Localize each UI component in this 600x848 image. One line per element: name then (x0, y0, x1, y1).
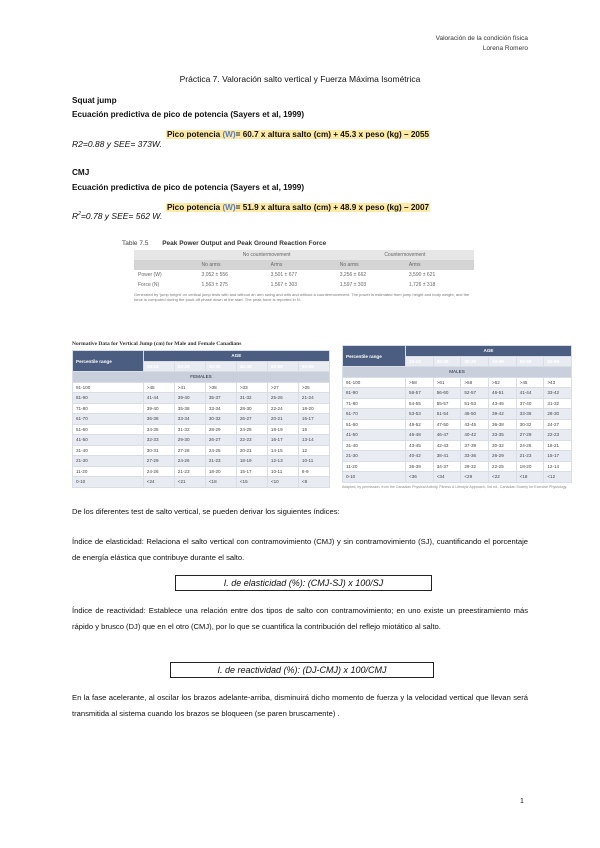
table-7-5: No countermovement Countermovement No arms Arms No arms Arms Power (W) 3,052 ± 556 3,501 ± 677 3,256 ± 662 3,590 ± 621 Force (N) 1,563 ± 275 1,567 ± 303 1,597 ± 303 1,726 ± 318 (134, 250, 474, 290)
table-cell: 13-14 (298, 435, 329, 446)
table-row (343, 388, 572, 399)
table-cell: 43-45 (406, 440, 434, 451)
table-cell: 21-30 (343, 451, 406, 462)
table-7-5-title: Peak Power Output and Peak Ground Reaction Force (162, 240, 327, 247)
table-row (343, 472, 572, 483)
table-cell: 30-32 (205, 414, 236, 425)
table-cell: >61 (433, 377, 461, 388)
table-row (343, 409, 572, 420)
table-cell: 33-35 (489, 430, 517, 441)
table-cell: 21-24 (298, 393, 329, 404)
table-cell: 25-26 (267, 393, 298, 404)
elasticity-formula: I. de elasticidad (%): (CMJ-SJ) x 100/SJ (175, 575, 432, 591)
table-cell: 56-60 (433, 388, 461, 399)
table-cell: 26-29 (489, 451, 517, 462)
table-cell: 21-23 (205, 456, 236, 467)
table-cell: 21-23 (516, 451, 544, 462)
table-cell: <22 (489, 472, 517, 483)
table-cell: 33-34 (174, 414, 205, 425)
table-cell: 31-32 (174, 424, 205, 435)
header-line-1: Valoración de la condición física (435, 35, 528, 42)
normative-table-females: Percentile range AGE 15-19 20-29 30-39 40-49 50-59 60-69 FEMALES 91-100 >45 >41 >38 >33 >27 >25 81-90 41-44 39-40 35-37 31-32 25-26 21-24 71-80 39-40 35-38 33-34 28-30 22-24 18-20 61-70 36-38 33-34 30-32 26-27 20-21 16-17 51-60 34-35 31-32 28-29 24-25 18-19 15 41-50 32-33 29-30 26-27 22-23 16-17 13-14 31-40 30-31 27-28 24-25 20-21 14-15 12 21-30 27-29 24-26 21-23 18-19 12-13 10-11 11-20 24-26 21-23 18-20 15-17 10-11 8-9 0-10 <24 <21 <18 <15 <10 <8 (72, 350, 330, 488)
table-cell: 31-40 (73, 445, 144, 456)
page-number: 1 (520, 798, 524, 805)
table-row (343, 451, 572, 462)
table-cell: 16-17 (298, 414, 329, 425)
table-cell: 31-32 (236, 393, 267, 404)
table-cell: 37-40 (516, 398, 544, 409)
squat-stats: R2=0.88 y SEE= 373W. (72, 139, 162, 149)
table-row (73, 466, 330, 477)
table-cell: >41 (174, 382, 205, 393)
cmj-stats: $R^2=0.78$ y SEE= 562 W. (72, 211, 163, 221)
table-cell: 20-21 (267, 414, 298, 425)
squat-formula: Pico potencia (W)= 60.7 x altura salto (cm) + 45.3 x peso (kg) – 2055 (166, 130, 430, 139)
squat-heading: Squat jump (72, 96, 117, 105)
table-cell: 24-26 (174, 456, 205, 467)
normative-table-males: Percentile range AGE 15-19 20-29 30-39 40-49 50-59 60-69 MALES 91-100 >58 >61 >58 >52 >45 >43 81-90 56-57 56-60 52-57 46-51 41-44 33-42 71-80 54-55 55-57 51-53 43-45 37-40 31-32 61-70 53-53 51-54 46-50 39-42 33-36 28-30 51-60 49-52 47-50 43-45 36-38 30-32 24-27 41-50 46-48 46-47 40-42 33-35 27-29 22-23 31-40 43-45 42-43 37-39 30-32 24-26 18-21 21-30 40-42 38-41 33-36 26-29 21-23 15-17 11-20 36-39 34-37 29-32 22-25 18-20 12-14 0-10 <36 <34 <29 <22 <18 <12 (342, 345, 572, 483)
table-cell: 18-21 (544, 440, 572, 451)
table-cell: <29 (461, 472, 489, 483)
table-cell: 36-38 (489, 419, 517, 430)
table-cell: 21-23 (174, 466, 205, 477)
table-row (343, 398, 572, 409)
table-cell: 52-57 (461, 388, 489, 399)
page-title: Práctica 7. Valoración salto vertical y Fuerza Máxima Isométrica (179, 74, 421, 84)
table-cell: 53-53 (406, 409, 434, 420)
table-cell: 22-24 (267, 403, 298, 414)
table-cell: 36-39 (406, 461, 434, 472)
table-cell: 30-32 (489, 440, 517, 451)
table-cell: 56-57 (406, 388, 434, 399)
table-row (343, 461, 572, 472)
closing-paragraph: En la fase acelerante, al oscilar los brazos adelante-arriba, disminuirá dicho momento de fuerza y la velocidad vertical que llevan será transmitida al sistema cuando los brazos se bloqueen (se paren bruscamente) . (72, 693, 528, 718)
table-cell: 40-42 (406, 451, 434, 462)
normative-table-females-image (72, 341, 330, 488)
table-cell: <12 (544, 472, 572, 483)
squat-eq-label: Ecuación predictiva de pico de potencia (Sayers et al, 1999) (72, 110, 305, 119)
running-header (436, 34, 528, 54)
table-cell: 39-42 (489, 409, 517, 420)
table-cell: >27 (267, 382, 298, 393)
table-cell: >38 (205, 382, 236, 393)
table-cell: 22-23 (236, 435, 267, 446)
table-cell: 15-17 (544, 451, 572, 462)
table-cell: 51-60 (73, 424, 144, 435)
table-cell: 34-37 (433, 461, 461, 472)
table-cell: 12-14 (544, 461, 572, 472)
table-cell: 46-50 (461, 409, 489, 420)
table-cell: 46-47 (433, 430, 461, 441)
table-cell: >45 (143, 382, 174, 393)
table-cell: 61-70 (73, 414, 144, 425)
table-cell: 0-10 (73, 477, 144, 488)
table-cell: 28-30 (236, 403, 267, 414)
table-cell: 33-36 (461, 451, 489, 462)
table-cell: 55-57 (433, 398, 461, 409)
table-cell: 71-80 (343, 398, 406, 409)
table-cell: 11-20 (343, 461, 406, 472)
table-cell: 8-9 (298, 466, 329, 477)
table-cell: >58 (406, 377, 434, 388)
table-7-5-image (122, 240, 484, 332)
table-cell: <34 (433, 472, 461, 483)
table-cell: <21 (174, 477, 205, 488)
normative-table-title: Normative Data for Vertical Jump (cm) for Male and Female Canadians (72, 341, 242, 347)
table-cell: <8 (298, 477, 329, 488)
table-cell: 18-20 (516, 461, 544, 472)
table-row (73, 382, 330, 393)
table-row (343, 419, 572, 430)
table-row (73, 414, 330, 425)
table-cell: 16-17 (267, 435, 298, 446)
table-cell: 18-20 (205, 466, 236, 477)
table-cell: 24-25 (236, 424, 267, 435)
table-cell: 29-30 (174, 435, 205, 446)
table-cell: 81-90 (73, 393, 144, 404)
table-cell: <18 (205, 477, 236, 488)
table-cell: >43 (544, 377, 572, 388)
table-cell: 14-15 (267, 445, 298, 456)
table-7-5-label: Table 7.5 (122, 240, 149, 247)
table-cell: 27-29 (516, 430, 544, 441)
table-cell: 37-39 (461, 440, 489, 451)
table-cell: 49-52 (406, 419, 434, 430)
table-cell: 28-29 (205, 424, 236, 435)
table-cell: 27-29 (143, 456, 174, 467)
table-cell: 42-43 (433, 440, 461, 451)
table-cell: 24-27 (544, 419, 572, 430)
table-row: Power (W) 3,052 ± 556 3,501 ± 677 3,256 ± 662 3,590 ± 621 (138, 272, 436, 278)
elasticity-paragraph: Índice de elasticidad: Relaciona el salto vertical con contramovimiento (CMJ) y sin contramovimiento (SJ), cuantificando el porcentaje de energía elástica que contribuye durante el salto. (72, 537, 528, 562)
table-row (73, 477, 330, 488)
table-cell: 20-21 (236, 445, 267, 456)
table-cell: 41-44 (516, 388, 544, 399)
table-cell: 28-30 (544, 409, 572, 420)
table-cell: 41-50 (343, 430, 406, 441)
table-cell: 27-28 (174, 445, 205, 456)
table-row (343, 377, 572, 388)
table-row (73, 445, 330, 456)
table-cell: 46-48 (406, 430, 434, 441)
table-cell: 18-19 (267, 424, 298, 435)
table-cell: 33-42 (544, 388, 572, 399)
table-cell: 39-40 (174, 393, 205, 404)
table-cell: 26-27 (205, 435, 236, 446)
table-cell: 54-55 (406, 398, 434, 409)
table-cell: >52 (489, 377, 517, 388)
table-row (73, 403, 330, 414)
table-row: Force (N) 1,563 ± 275 1,567 ± 303 1,597 ± 303 1,726 ± 318 (138, 282, 436, 288)
table-cell: 51-54 (433, 409, 461, 420)
table-cell: 81-90 (343, 388, 406, 399)
table-cell: 43-45 (489, 398, 517, 409)
table-cell: 22-23 (544, 430, 572, 441)
table-cell: 51-53 (461, 398, 489, 409)
table-cell: >45 (516, 377, 544, 388)
table-cell: 35-37 (205, 393, 236, 404)
table-cell: 21-30 (73, 456, 144, 467)
cmj-eq-label: Ecuación predictiva de pico de potencia (Sayers et al, 1999) (72, 183, 305, 192)
table-cell: 39-40 (143, 403, 174, 414)
table-cell: 30-31 (143, 445, 174, 456)
reactivity-formula: I. de reactividad (%): (DJ-CMJ) x 100/CMJ (170, 662, 434, 678)
table-cell: 10-11 (267, 466, 298, 477)
table-cell: >33 (236, 382, 267, 393)
table-cell: 29-32 (461, 461, 489, 472)
table-cell: 33-36 (516, 409, 544, 420)
table-cell: 40-42 (461, 430, 489, 441)
table-cell: 15-17 (236, 466, 267, 477)
indices-intro: De los diferentes test de salto vertical, se pueden derivar los siguientes índices: (72, 507, 340, 516)
table-cell: 71-80 (73, 403, 144, 414)
table-cell: 43-45 (461, 419, 489, 430)
table-cell: 18-19 (236, 456, 267, 467)
table-cell: 91-100 (73, 382, 144, 393)
table-cell: 32-33 (143, 435, 174, 446)
reactivity-paragraph: Índice de reactividad: Establece una relación entre dos tipos de salto con contramovimiento; en uno existe un preestiramiento más rápido y brusco (DJ) que en el otro (CMJ), por lo que se cuantifica la contribución del reflejo miotático al salto. (72, 606, 528, 631)
table-cell: 34-35 (143, 424, 174, 435)
table-row (73, 456, 330, 467)
table-cell: >58 (461, 377, 489, 388)
normative-table-males-image (342, 345, 572, 489)
normative-source: Adapted, by permission, from the Canadian Physical Activity, Fitness & Lifestyle Approach, 3rd ed., Canadian Society for Exercise Physiology. (342, 484, 568, 489)
table-cell: 47-50 (433, 419, 461, 430)
table-cell: 38-41 (433, 451, 461, 462)
table-row (73, 424, 330, 435)
table-cell: 35-38 (174, 403, 205, 414)
table-cell: 33-34 (205, 403, 236, 414)
table-cell: 18-20 (298, 403, 329, 414)
table-cell: 10-11 (298, 456, 329, 467)
table-cell: 91-100 (343, 377, 406, 388)
table-cell: 31-32 (544, 398, 572, 409)
table-cell: <36 (406, 472, 434, 483)
table-cell: 11-20 (73, 466, 144, 477)
cmj-heading: CMJ (72, 168, 90, 177)
table-7-5-footnote: Generated by 'jump height' on vertical jump tests with and without an arm swing and with and without a countermovement. The power is estimated from jump height and body weight, and the force is computed during the push-off phase down at the start. The peak force is reported in N. (134, 292, 470, 302)
table-cell: 0-10 (343, 472, 406, 483)
table-cell: <24 (143, 477, 174, 488)
table-cell: 24-26 (143, 466, 174, 477)
table-row (73, 435, 330, 446)
table-row (343, 430, 572, 441)
table-row (343, 440, 572, 451)
table-cell: 26-27 (236, 414, 267, 425)
table-cell: 15 (298, 424, 329, 435)
table-cell: <15 (236, 477, 267, 488)
table-cell: 51-60 (343, 419, 406, 430)
table-cell: 36-38 (143, 414, 174, 425)
table-cell: <18 (516, 472, 544, 483)
table-cell: 41-44 (143, 393, 174, 404)
table-cell: 24-26 (516, 440, 544, 451)
table-cell: 46-51 (489, 388, 517, 399)
table-cell: 30-32 (516, 419, 544, 430)
table-cell: >25 (298, 382, 329, 393)
table-cell: <10 (267, 477, 298, 488)
table-cell: 12-13 (267, 456, 298, 467)
table-cell: 61-70 (343, 409, 406, 420)
table-cell: 41-50 (73, 435, 144, 446)
table-cell: 12 (298, 445, 329, 456)
table-cell: 24-25 (205, 445, 236, 456)
header-line-2: Lorena Romero (482, 45, 528, 52)
cmj-formula: Pico potencia (W)= 51.9 x altura salto (cm) + 48.9 x peso (kg) – 2007 (166, 203, 430, 212)
table-cell: 31-40 (343, 440, 406, 451)
table-row (73, 393, 330, 404)
table-cell: 22-25 (489, 461, 517, 472)
